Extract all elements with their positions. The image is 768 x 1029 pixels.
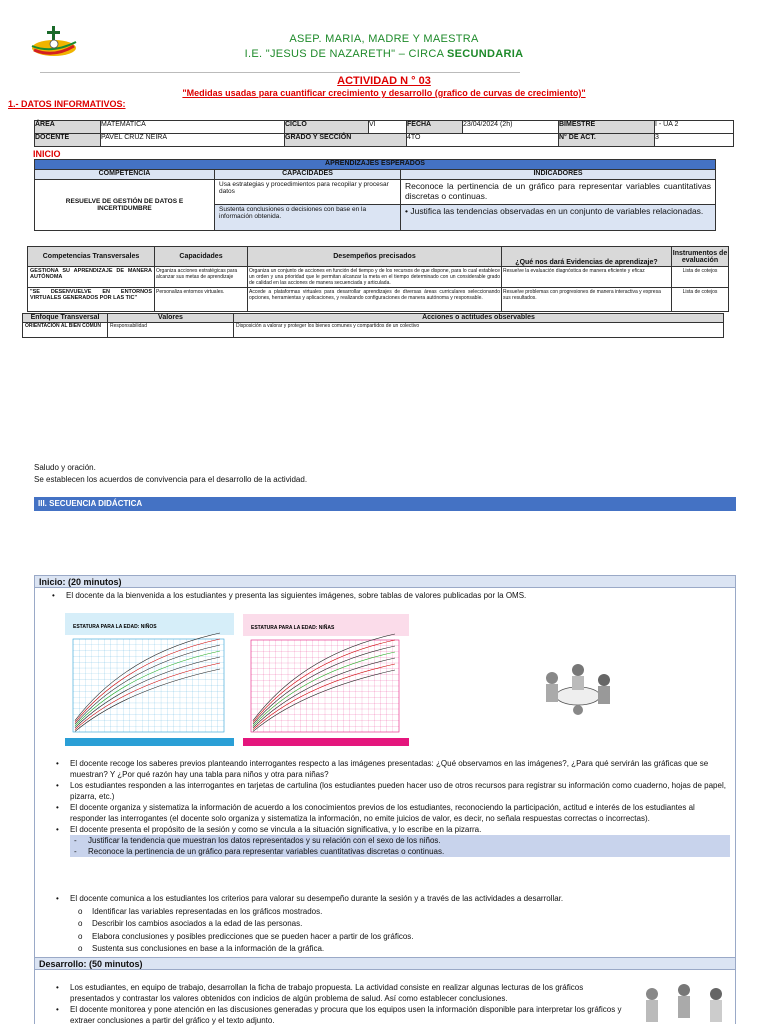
tr1-evidencia: Resuelve la evaluación diagnóstica de manera eficiente y eficaz [502,267,672,288]
students-drawing [538,660,618,720]
activity-title: ACTIVIDAD N ° 03 [337,75,431,87]
secuencia-title: III. SECUENCIA DIDÁCTICA [38,499,143,508]
org-name: ASEP. MARIA, MADRE Y MAESTRA [289,33,479,45]
saludo-2: Se establecen los acuerdos de convivencia para el desarrollo de la actividad. [34,475,308,484]
grado-label: GRADO Y SECCIÓN [285,134,407,147]
bullet-3: • El docente organiza y sistematiza la información de acuerdo a los conocimientos previos de los estudiantes, reconociendo la participación, actitud e interés de los estudiantes al responder las interrogantes (el docente solo organiza y sistematiza la información, no emite juicios de valor, es decir, no señala respuestas correctas o incorrectas). [54,802,730,824]
school-name: I.E. "JESUS DE NAZARETH" – CIRCA SECUNDARIA [244,48,524,60]
th-instrumentos: Instrumentos de evaluación [672,247,729,267]
desarrollo-bullets [54,982,626,1026]
competencia: RESUELVE DE GESTIÓN DE DATOS E INCERTIDUMBRE [35,180,215,231]
section-datos: 1.- DATOS INFORMATIVOS: [8,99,126,109]
capacidad-1: Usa estrategias y procedimientos para recopilar y procesar datos [215,180,401,205]
th-capacidades: Capacidades [155,247,248,267]
chart-girls-title: ESTATURA PARA LA EDAD: NIÑAS [251,625,335,631]
capacidad-2: Sustenta conclusiones o decisiones con base en la información obtenida. [215,205,401,231]
th-evidencias: ¿Qué nos dará Evidencias de aprendizaje? [502,247,672,267]
activity-subtitle: "Medidas usadas para cuantificar crecimiento y desarrollo (grafico de curvas de crecimiento)" [182,88,586,98]
criteria-intro: • El docente comunica a los estudiantes los criterios para valorar su desempeño durante la sesión y a través de las actividades a desarrollar. [54,893,730,906]
fecha-label: FECHA [407,121,463,134]
h-capacidades: CAPACIDADES [215,170,401,180]
valor-value: Responsabilidad [108,323,234,338]
tr1-desempeno: Organiza un conjunto de acciones en función del tiempo y de los recursos de que dispone, para lo cual establece un orden y una prioridad que le permitan alcanzar la meta en el tiempo determinado con un considerable grado de calidad en las acciones de manera secuenciada y articulada. [249,268,500,286]
bimestre-value: I - UA 2 [655,121,734,134]
bimestre-label: BIMESTRE [559,121,655,134]
criteria-3: o Elabora conclusiones y posibles predicciones que se pueden hacer a partir de los gráficos. [74,931,730,944]
header-divider [40,72,520,73]
chart-boys-title: ESTATURA PARA LA EDAD: NIÑOS [73,624,157,630]
th-competencias: Competencias Transversales [28,247,155,267]
tr2-evidencia: Resuelve problemas con progresiones de manera interactiva y expresa sus resultados. [502,288,672,312]
group-drawing [636,982,732,1024]
chart-boys [65,613,234,746]
aprendizajes-title: APRENDIZAJES ESPERADOS [35,160,716,170]
h-indicadores: INDICADORES [401,170,716,180]
fecha-value: 23/04/2024 (2h) [463,121,559,134]
ciclo-value: VI [369,121,407,134]
inicio-box: Inicio: (20 minutos) [34,575,736,588]
criteria-1: o Identificar las variables representadas en los gráficos mostrados. [74,906,730,919]
accion-value: Disposición a valorar y proteger los bienes comunes y compartidos de un colectivo [234,323,724,338]
tr1-instrumento: Lista de cotejos [672,267,729,288]
area-value: MATEMATICA [101,121,285,134]
nact-label: N° DE ACT. [559,134,655,147]
docente-label: DOCENTE [35,134,101,147]
transversal-table [27,246,729,312]
h-competencia: COMPETENCIA [35,170,215,180]
th-enfoque: Enfoque Transversal [23,314,108,323]
enfoque-value: ORIENTACIÓN AL BIEN COMÚN [23,323,108,338]
criteria-4: o Sustenta sus conclusiones en base a la información de la gráfica. [74,943,730,956]
enfoque-table [22,313,724,338]
desarrollo-1: • Los estudiantes, en equipo de trabajo, desarrollan la ficha de trabajo propuesta. La actividad consiste en realizar algunas lecturas de los gráficos presentados y contrastar los valores obtenidos con indicios de algún problema de salud. Así como establecer conclusiones. [54,982,626,1004]
bullet-4: • El docente presenta el propósito de la sesión y como se vincula a la situación significativa, y lo escribe en la pizarra. [54,824,730,835]
purpose-1: - Justificar la tendencia que muestran los datos representados y su relación con el sexo de los niños. [70,835,730,846]
ciclo-label: CICLO [285,121,369,134]
desarrollo-2: • El docente monitorea y pone atención en las discusiones generadas y procura que los equipos usen la información disponible para interpretar los gráficos y extraer conclusiones a partir del gráfico y el texto adjunto. [54,1004,626,1026]
criteria-2: o Describir los cambios asociados a la edad de las personas. [74,918,730,931]
docente-value: PAVEL CRUZ NEIRA [101,134,285,147]
secuencia-bar [34,497,736,511]
inicio-bullets [54,758,730,857]
chart-girls [243,614,409,746]
purpose-2: - Reconoce la pertinencia de un gráfico para representar variables cuantitativas discretas o continuas. [70,846,730,857]
inicio-intro: • El docente da la bienvenida a los estudiantes y presenta las siguientes imágenes, sobre tablas de valores publicadas por la OMS. [50,590,730,601]
bullet-1: • El docente recoge los saberes previos planteando interrogantes respecto a las imágenes presentadas: ¿Qué observamos en las imágenes?, ¿Para qué servirán las gráficas que se muestran? Y ¿Por qué razón hay una tabla para niños y otra para niñas? [54,758,730,780]
tr2-competencia: "SE DESENVUELVE EN ENTORNOS VIRTUALES GENERADOS POR LAS TIC" [28,288,155,312]
bullet-2: • Los estudiantes responden a las interrogantes en tarjetas de cartulina (los estudiantes pueden hacer uso de otros recursos para registrar su información como cuaderno, hojas de papel, pizarra, etc.) [54,780,730,802]
desarrollo-box: Desarrollo: (50 minutos) [34,957,736,970]
indicador-2: • Justifica las tendencias observadas en un conjunto de variables relacionadas. [401,205,716,231]
grado-value: 4TO [407,134,559,147]
tr2-capacidad: Personaliza entornos virtuales. [155,288,248,312]
aprendizajes-table [34,159,716,231]
indicador-1: Reconoce la pertinencia de un gráfico para representar variables cuantitativas discretas o continuas. [401,180,716,205]
nact-value: 3 [655,134,734,147]
tr1-capacidad: Organiza acciones estratégicas para alcanzar sus metas de aprendizaje [155,267,248,288]
info-table [34,120,734,147]
area-label: ÁREA [35,121,101,134]
th-valores: Valores [108,314,234,323]
th-desempenos: Desempeños precisados [248,247,502,267]
tr2-instrumento: Lista de cotejos [672,288,729,312]
tr1-competencia: GESTIONA SU APRENDIZAJE DE MANERA AUTÓNOMA [28,267,155,288]
inicio-label: INICIO [33,149,61,159]
th-acciones: Acciones o actitudes observables [234,314,724,323]
level: SECUNDARIA [446,48,524,60]
criteria-block [54,893,730,956]
tr2-desempeno: Accede a plataformas virtuales para desarrollar aprendizajes de diversas áreas curriculares seleccionando opciones, herramientas y aplicaciones, y realizando configuraciones de manera autónoma y responsable. [248,288,502,312]
saludo-1: Saludo y oración. [34,463,96,472]
